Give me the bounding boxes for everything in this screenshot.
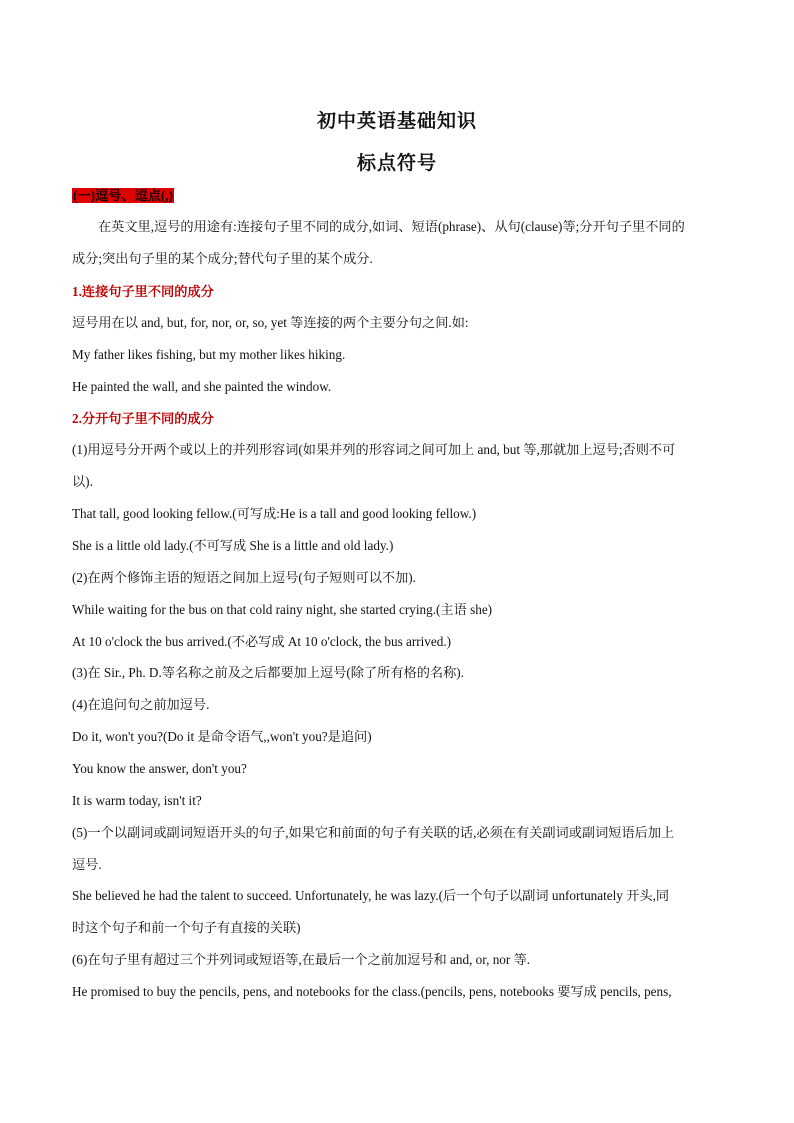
paragraph-line: 以). xyxy=(72,474,93,489)
page-subtitle: 标点符号 xyxy=(356,153,437,174)
paragraph-line: (6)在句子里有超过三个并列词或短语等,在最后一个之前加逗号和 and, or, nor 等. xyxy=(72,952,531,967)
example-line: At 10 o'clock the bus arrived.(不必写成 At 10 o'clock, the bus arrived.) xyxy=(72,634,452,649)
paragraph-line: 成分;突出句子里的某个成分;替代句子里的某个成分. xyxy=(72,251,373,266)
paragraph-line: 逗号. xyxy=(72,857,102,872)
example-line: She is a little old lady.(不可写成 She is a little and old lady.) xyxy=(72,538,394,553)
paragraph-line: 逗号用在以 and, but, for, nor, or, so, yet 等连接的两个主要分句之间.如: xyxy=(72,315,469,330)
section-heading xyxy=(72,187,732,205)
example-line: 时这个句子和前一个句子有直接的关联) xyxy=(72,920,301,935)
example-line: He painted the wall, and she painted the window. xyxy=(72,379,332,394)
example-line: He promised to buy the pencils, pens, and notebooks for the class.(pencils, pens, notebooks 要写成 pencils, pens, xyxy=(72,984,672,999)
example-line: That tall, good looking fellow.(可写成:He is a tall and good looking fellow.) xyxy=(72,506,477,521)
example-line: You know the answer, don't you? xyxy=(72,761,247,776)
example-line: Do it, won't you?(Do it 是命令语气,,won't you?是追问) xyxy=(72,729,372,744)
paragraph-line: (1)用逗号分开两个或以上的并列形容词(如果并列的形容词之间可加上 and, but 等,那就加上逗号;否则不可 xyxy=(72,442,676,457)
paragraph-line: 在英文里,逗号的用途有:连接句子里不同的成分,如词、短语(phrase)、从句(clause)等;分开句子里不同的 xyxy=(98,219,685,234)
example-line: While waiting for the bus on that cold rainy night, she started crying.(主语 she) xyxy=(72,602,493,617)
subheading: 2.分开句子里不同的成分 xyxy=(72,411,214,426)
paragraph-line: (3)在 Sir., Ph. D.等名称之前及之后都要加上逗号(除了所有格的名称). xyxy=(72,665,464,680)
page-title: 初中英语基础知识 xyxy=(316,111,477,132)
example-line: It is warm today, isn't it? xyxy=(72,793,202,808)
highlighted-heading: (一)逗号、逗点(,) xyxy=(73,188,173,203)
paragraph-line: (4)在追问句之前加逗号. xyxy=(72,697,210,712)
paragraph-line: (2)在两个修饰主语的短语之间加上逗号(句子短则可以不加). xyxy=(72,570,416,585)
paragraph-line: (5)一个以副词或副词短语开头的句子,如果它和前面的句子有关联的话,必须在有关副词或副词短语后加上 xyxy=(72,825,675,840)
example-line: She believed he had the talent to succeed. Unfortunately, he was lazy.(后一个句子以副词 unfortunately 开头,同 xyxy=(72,888,670,903)
example-line: My father likes fishing, but my mother likes hiking. xyxy=(72,347,346,362)
subheading: 1.连接句子里不同的成分 xyxy=(72,284,214,299)
